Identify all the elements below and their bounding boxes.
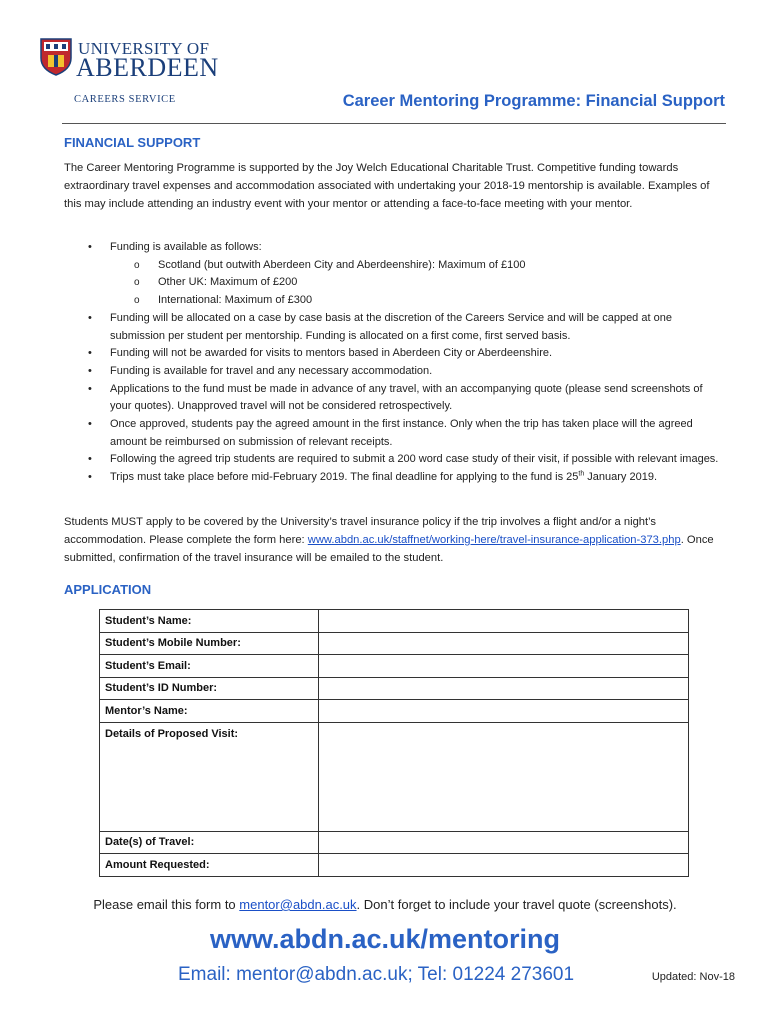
student-email-label: Student’s Email: xyxy=(100,655,319,678)
list-item-text: Funding is available as follows: xyxy=(110,241,262,253)
student-id-label: Student’s ID Number: xyxy=(100,677,319,700)
insurance-paragraph xyxy=(64,513,726,567)
table-row xyxy=(100,831,689,854)
deadline-text-end: January 2019. xyxy=(584,471,658,484)
travel-dates-label: Date(s) of Travel: xyxy=(100,831,319,854)
email-instruction-text-end: . Don’t forget to include your travel quote (screenshots). xyxy=(356,897,677,912)
mentor-email-link[interactable]: mentor@abdn.ac.uk xyxy=(239,897,357,912)
list-item: o International: Maximum of £300 xyxy=(110,292,726,310)
insurance-text-end: . Once submitted, confirmation of the travel insurance will be emailed to the student. xyxy=(64,534,714,564)
student-mobile-field[interactable] xyxy=(319,632,689,655)
page-title: Career Mentoring Programme: Financial Support xyxy=(342,92,725,110)
mentoring-url[interactable]: www.abdn.ac.uk/mentoring xyxy=(209,924,561,954)
list-item: • Once approved, students pay the agreed amount in the first instance. Only when the trip has taken place will the agreed amount be reimbursed on submission of relevant receipts. xyxy=(64,416,726,451)
insurance-text: Students MUST apply to be covered by the University’s travel insurance policy if the trip involves a flight and/or a night’s accommodation. Please complete the form here: xyxy=(64,516,656,546)
list-item: • Applications to the fund must be made in advance of any travel, with an accompanying quote (please send screenshots of your quotes). Unapproved travel will not be considered retrospectively. xyxy=(64,381,726,416)
mentor-name-label: Mentor’s Name: xyxy=(100,700,319,723)
table-row xyxy=(100,722,689,831)
student-name-label: Student’s Name: xyxy=(100,610,319,633)
student-id-field[interactable] xyxy=(319,677,689,700)
updated-date: Updated: Nov-18 xyxy=(651,971,735,983)
header-divider xyxy=(62,123,726,124)
funding-rules-list xyxy=(64,239,726,487)
list-item: o Scotland (but outwith Aberdeen City and Aberdeenshire): Maximum of £100 xyxy=(110,257,726,275)
list-item: o Other UK: Maximum of £200 xyxy=(110,274,726,292)
list-item: • Funding will be allocated on a case by case basis at the discretion of the Careers Service and will be capped at one submission per student per mentorship. Funding is allocated on a first come, first served basis. xyxy=(64,310,726,345)
travel-dates-field[interactable] xyxy=(319,831,689,854)
table-row xyxy=(100,632,689,655)
table-row xyxy=(100,610,689,633)
application-form-table xyxy=(99,609,689,877)
financial-support-heading: FINANCIAL SUPPORT xyxy=(64,135,201,150)
table-row xyxy=(100,677,689,700)
amount-requested-label: Amount Requested: xyxy=(100,854,319,877)
list-item: • Funding is available for travel and any necessary accommodation. xyxy=(64,363,726,381)
student-email-field[interactable] xyxy=(319,655,689,678)
university-logo xyxy=(40,38,230,108)
table-row xyxy=(100,700,689,723)
intro-paragraph: The Career Mentoring Programme is supported by the Joy Welch Educational Charitable Trust. Competitive funding towards extraordinary travel expenses and accommodation associated with undertaking your 2018-19 mentorship is available. Examples of this may include attending an industry event with your mentor or attending a face-to-face meeting with your mentor. xyxy=(64,162,710,210)
student-mobile-label: Student’s Mobile Number: xyxy=(100,632,319,655)
list-item: • Following the agreed trip students are required to submit a 200 word case study of their visit, if possible with relevant images. xyxy=(64,451,726,469)
application-heading: APPLICATION xyxy=(64,582,152,597)
email-instruction xyxy=(0,897,770,912)
contact-details: Email: mentor@abdn.ac.uk; Tel: 01224 273601 xyxy=(178,964,575,985)
deadline-text: Trips must take place before mid-February 2019. The final deadline for applying to the fund is 25 xyxy=(110,471,579,484)
visit-details-field[interactable] xyxy=(319,722,689,831)
crest-icon xyxy=(40,38,72,76)
insurance-form-link[interactable]: www.abdn.ac.uk/staffnet/working-here/travel-insurance-application-373.php xyxy=(307,534,681,546)
list-item xyxy=(64,239,726,310)
funding-amounts-list xyxy=(110,257,726,310)
ordinal-suffix: th xyxy=(578,470,585,478)
mentor-name-field[interactable] xyxy=(319,700,689,723)
logo-careers-service: CAREERS SERVICE xyxy=(74,94,176,105)
student-name-field[interactable] xyxy=(319,610,689,633)
logo-university-of: UNIVERSITY OF xyxy=(78,39,210,58)
table-row xyxy=(100,854,689,877)
visit-details-label: Details of Proposed Visit: xyxy=(100,722,319,831)
table-row xyxy=(100,655,689,678)
logo-aberdeen: ABERDEEN xyxy=(76,53,219,82)
list-item: • Funding will not be awarded for visits to mentors based in Aberdeen City or Aberdeenshire. xyxy=(64,345,726,363)
amount-requested-field[interactable] xyxy=(319,854,689,877)
email-instruction-text: Please email this form to xyxy=(93,897,240,912)
list-item xyxy=(64,469,726,487)
